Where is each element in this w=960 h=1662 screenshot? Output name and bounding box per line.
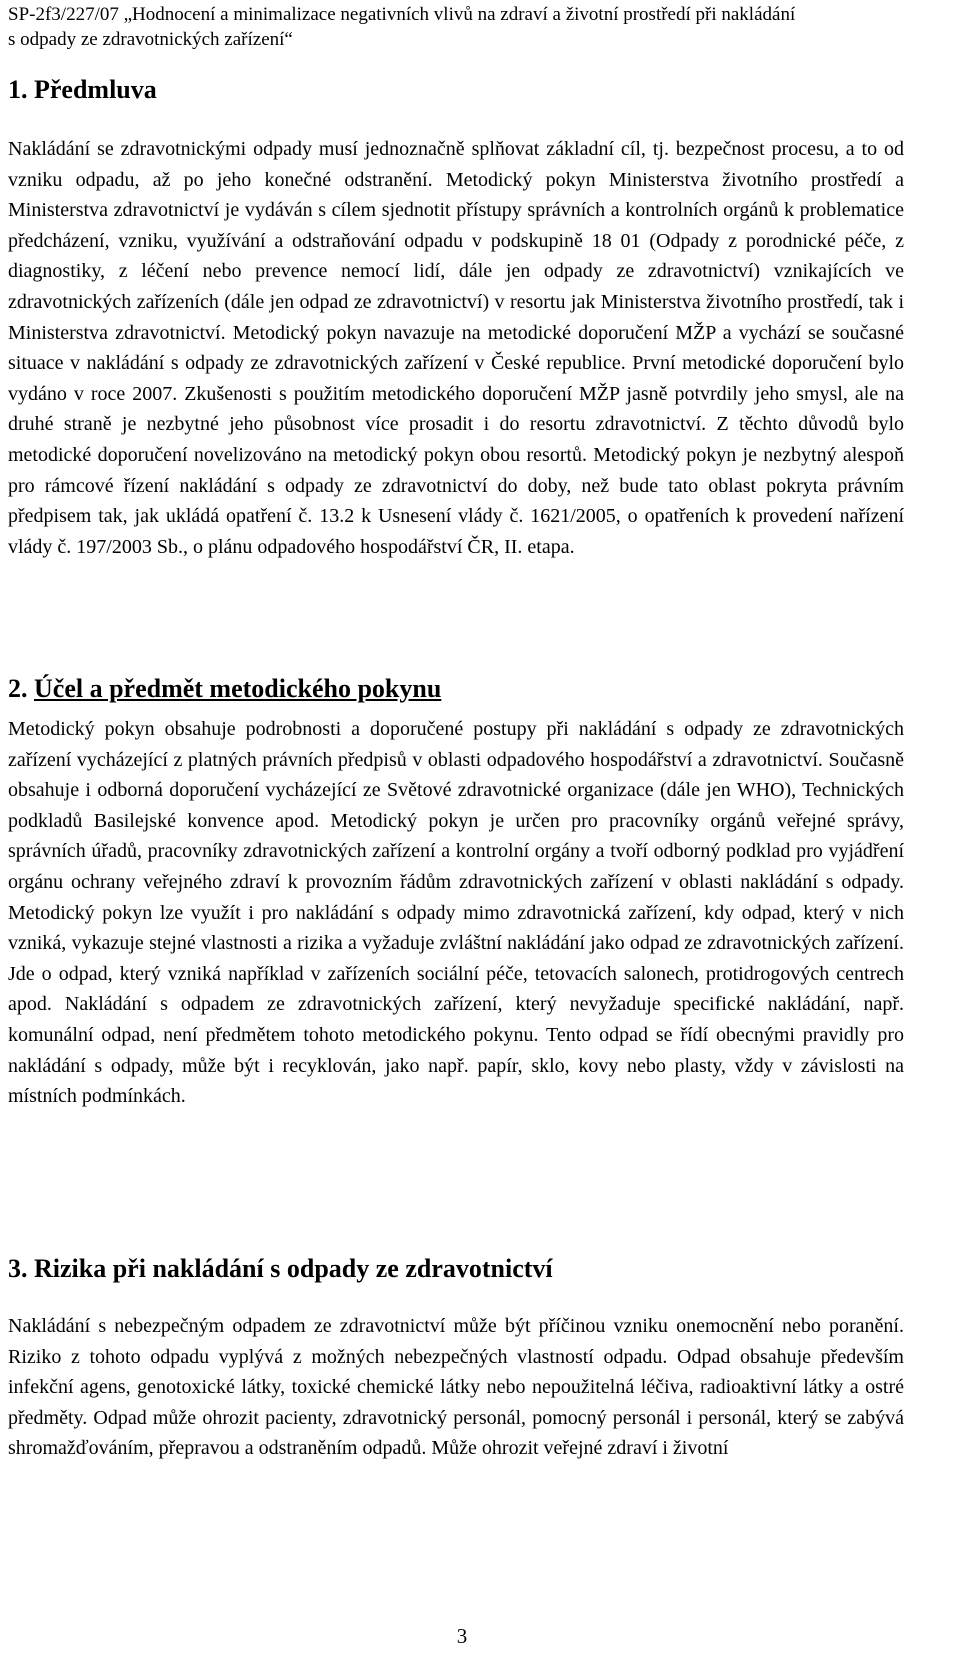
- section-body-1: Nakládání se zdravotnickými odpady musí jednoznačně splňovat základní cíl, tj. bezpečnost procesu, a to od vzniku odpadu, až po jeho konečné odstranění. Metodický pokyn Ministerstva životního prostředí a Ministerstva zdravotnictví je vydáván s cílem sjednotit přístupy správních a kontrolních orgánů k problematice předcházení, vzniku, využívání a odstraňování odpadu v podskupině 18 01 (Odpady z porodnické péče, z diagnostiky, z léčení nebo prevence nemocí lidí, dále jen odpady ze zdravotnictví) vznikajících ve zdravotnických zařízeních (dále jen odpad ze zdravotnictví) v resortu jak Ministerstva životního prostředí, tak i Ministerstva zdravotnictví. Metodický pokyn navazuje na metodické doporučení MŽP a vychází se současné situace v nakládání s odpady ze zdravotnických zařízení v České republice. První metodické doporučení bylo vydáno v roce 2007. Zkušenosti s použitím metodického doporučení MŽP jasně potvrdily jeho smysl, ale na druhé straně je nezbytné jeho působnost více prosadit i do resortu zdravotnictví. Z těchto důvodů bylo metodické doporučení novelizováno na metodický pokyn obou resortů. Metodický pokyn je nezbytný alespoň pro rámcové řízení nakládání s odpady ze zdravotnictví do doby, než bude tato oblast pokryta právním předpisem tak, jak ukládá opatření č. 13.2 k Usnesení vlády č. 1621/2005, o opatřeních k provedení nařízení vlády č. 197/2003 Sb., o plánu odpadového hospodářství ČR, II. etapa.: [8, 138, 904, 558]
- section-number-2: 2.: [8, 674, 34, 703]
- section-heading-1: [8, 75, 157, 105]
- section-body-3: Nakládání s nebezpečným odpadem ze zdravotnictví může být příčinou vzniku onemocnění nebo poranění. Riziko z tohoto odpadu vyplývá z možných nebezpečných vlastností odpadu. Odpad obsahuje především infekční agens, genotoxické látky, toxické chemické látky nebo nepoužitelná léčiva, radioaktivní látky a ostré předměty. Odpad může ohrozit pacienty, zdravotnický personál, pomocný personál i personál, který se zabývá shromažďováním, přepravou a odstraněním odpadů. Může ohrozit veřejné zdraví i životní: [8, 1315, 904, 1460]
- section-body-2: Metodický pokyn obsahuje podrobnosti a doporučené postupy při nakládání s odpady ze zdravotnických zařízení vycházející z platných právních předpisů v oblasti odpadového hospodářství a zdravotnictví. Současně obsahuje i odborná doporučení vycházející ze Světové zdravotnické organizace (dále jen WHO), Technických podkladů Basilejské konvence apod. Metodický pokyn je určen pro pracovníky orgánů veřejné správy, správních úřadů, pracovníky zdravotnických zařízení a kontrolní orgány a tvoří odborný podklad pro vyjádření orgánu ochrany veřejného zdraví k provozním řádům zdravotnických zařízení v oblasti nakládání s odpady. Metodický pokyn lze využít i pro nakládání s odpady mimo zdravotnická zařízení, kdy odpad, který v nich vzniká, vykazuje stejné vlastnosti a rizika a vyžaduje zvláštní nakládání jako odpad ze zdravotnických zařízení. Jde o odpad, který vzniká například v zařízeních sociální péče, tetovacích salonech, protidrogových centrech apod. Nakládání s odpadem ze zdravotnických zařízení, který nevyžaduje specifické nakládání, např. komunální odpad, není předmětem tohoto metodického pokynu. Tento odpad se řídí obecnými pravidly pro nakládání s odpady, může být i recyklován, jako např. papír, sklo, kovy nebo plasty, vždy v závislosti na místních podmínkách.: [8, 718, 904, 1108]
- section-number-1: 1.: [8, 75, 34, 104]
- section-heading-3: [8, 1254, 553, 1284]
- page-number: 3: [456, 1624, 468, 1648]
- section-title-3: Rizika při nakládání s odpady ze zdravotnictví: [34, 1254, 553, 1283]
- header-line-2: s odpady ze zdravotnických zařízení“: [8, 29, 293, 50]
- section-heading-2: [8, 674, 441, 704]
- section-number-3: 3.: [8, 1254, 34, 1283]
- running-header: [8, 2, 904, 52]
- section-title-2: Účel a předmět metodického pokynu: [34, 674, 442, 703]
- section-title-1: Předmluva: [34, 75, 157, 104]
- header-line-1: SP-2f3/227/07 „Hodnocení a minimalizace negativních vlivů na zdraví a životní prostředí při nakládání: [8, 4, 796, 25]
